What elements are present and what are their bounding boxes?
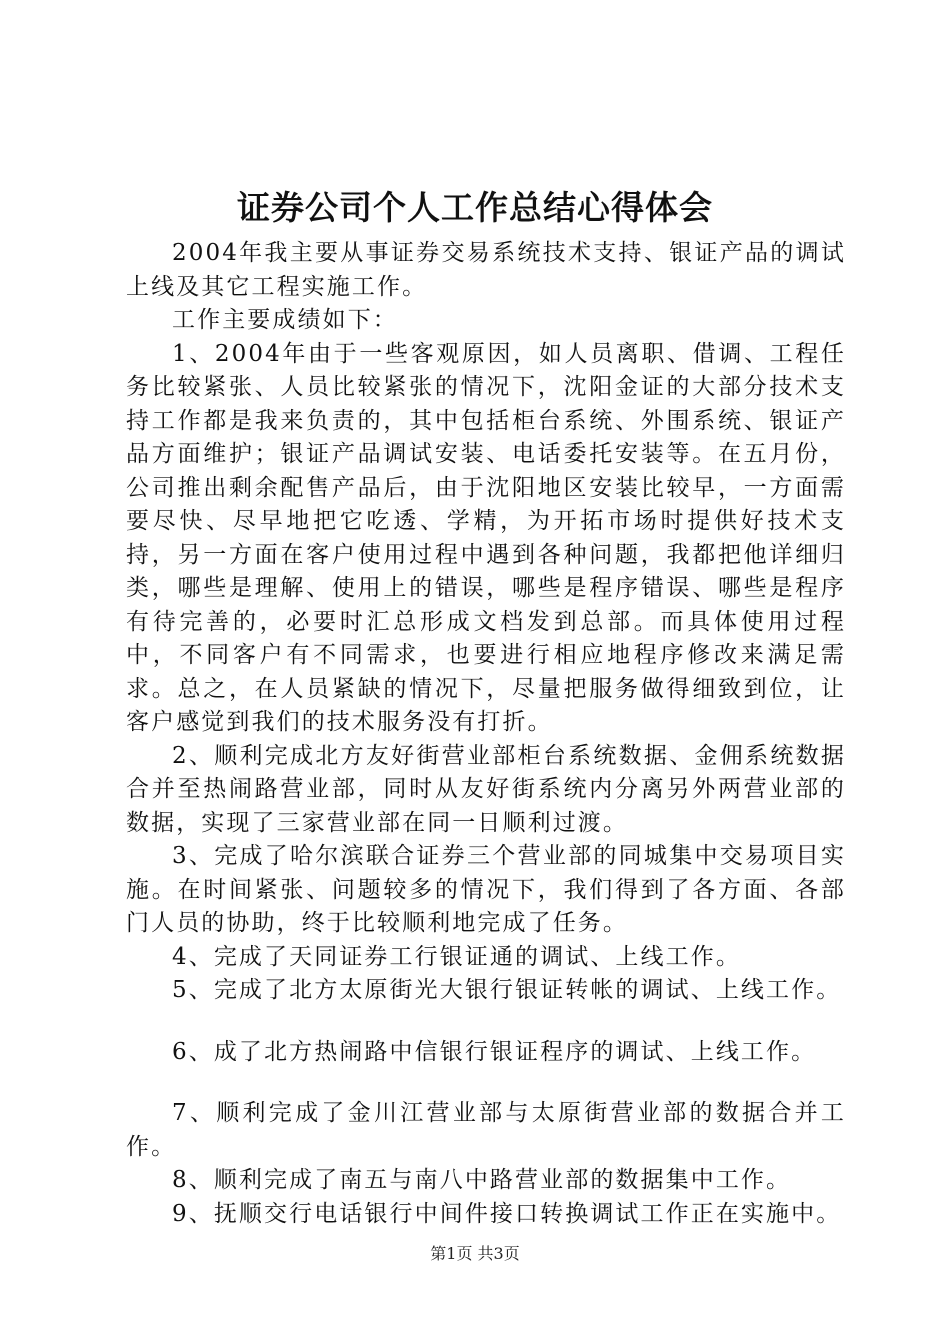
paragraph-item-7: 7、顺利完成了金川江营业部与太原街营业部的数据合并工作。 (126, 1100, 846, 1160)
paragraph-item-4: 4、完成了天同证券工行银证通的调试、上线工作。 (172, 943, 741, 970)
paragraph-item-9: 9、抚顺交行电话银行中间件接口转换调试工作正在实施中。 (172, 1200, 842, 1227)
paragraph-intro: 2004年我主要从事证券交易系统技术支持、银证产品的调试上线及其它工程实施工作。 (126, 240, 846, 300)
paragraph-item-6: 6、成了北方热闹路中信银行银证程序的调试、上线工作。 (172, 1038, 817, 1065)
paragraph-item-5: 5、完成了北方太原街光大银行银证转帐的调试、上线工作。 (172, 977, 842, 1003)
document-title: 证券公司个人工作总结心得体会 (237, 188, 713, 227)
paragraph-item-3: 3、完成了哈尔滨联合证券三个营业部的同城集中交易项目实施。在时间紧张、问题较多的情况下，我们得到了各方面、各部门人员的协助，终于比较顺利地完成了任务。 (126, 843, 846, 936)
paragraph-item-2: 2、顺利完成北方友好街营业部柜台系统数据、金佣系统数据合并至热闹路营业部，同时从友好街系统内分离另外两营业部的数据，实现了三家营业部在同一日顺利过渡。 (126, 742, 846, 836)
paragraph-item-8: 8、顺利完成了南五与南八中路营业部的数据集中工作。 (172, 1167, 792, 1193)
page-footer: 第1页 共3页 (430, 1244, 520, 1263)
document-body (126, 237, 846, 1231)
paragraph-item-1: 1、2004年由于一些客观原因，如人员离职、借调、工程任务比较紧张、人员比较紧张的情况下，沈阳金证的大部分技术支持工作都是我来负责的，其中包括柜台系统、外围系统、银证产品方面维护；银证产品调试安装、电话委托安装等。在五月份，公司推出剩余配售产品后，由于沈阳地区安装比较早，一方面需要尽快、尽早地把它吃透、学精，为开拓市场时提供好技术支持，另一方面在客户使用过程中遇到各种问题，我都把他详细归类，哪些是理解、使用上的错误，哪些是程序错误、哪些是程序有待完善的，必要时汇总形成文档发到总部。而具体使用过程中，不同客户有不同需求，也要进行相应地程序修改来满足需求。总之，在人员紧缺的情况下，尽量把服务做得细致到位，让客户感觉到我们的技术服务没有打折。 (126, 340, 846, 735)
paragraph-achievements-heading: 工作主要成绩如下： (172, 307, 398, 333)
